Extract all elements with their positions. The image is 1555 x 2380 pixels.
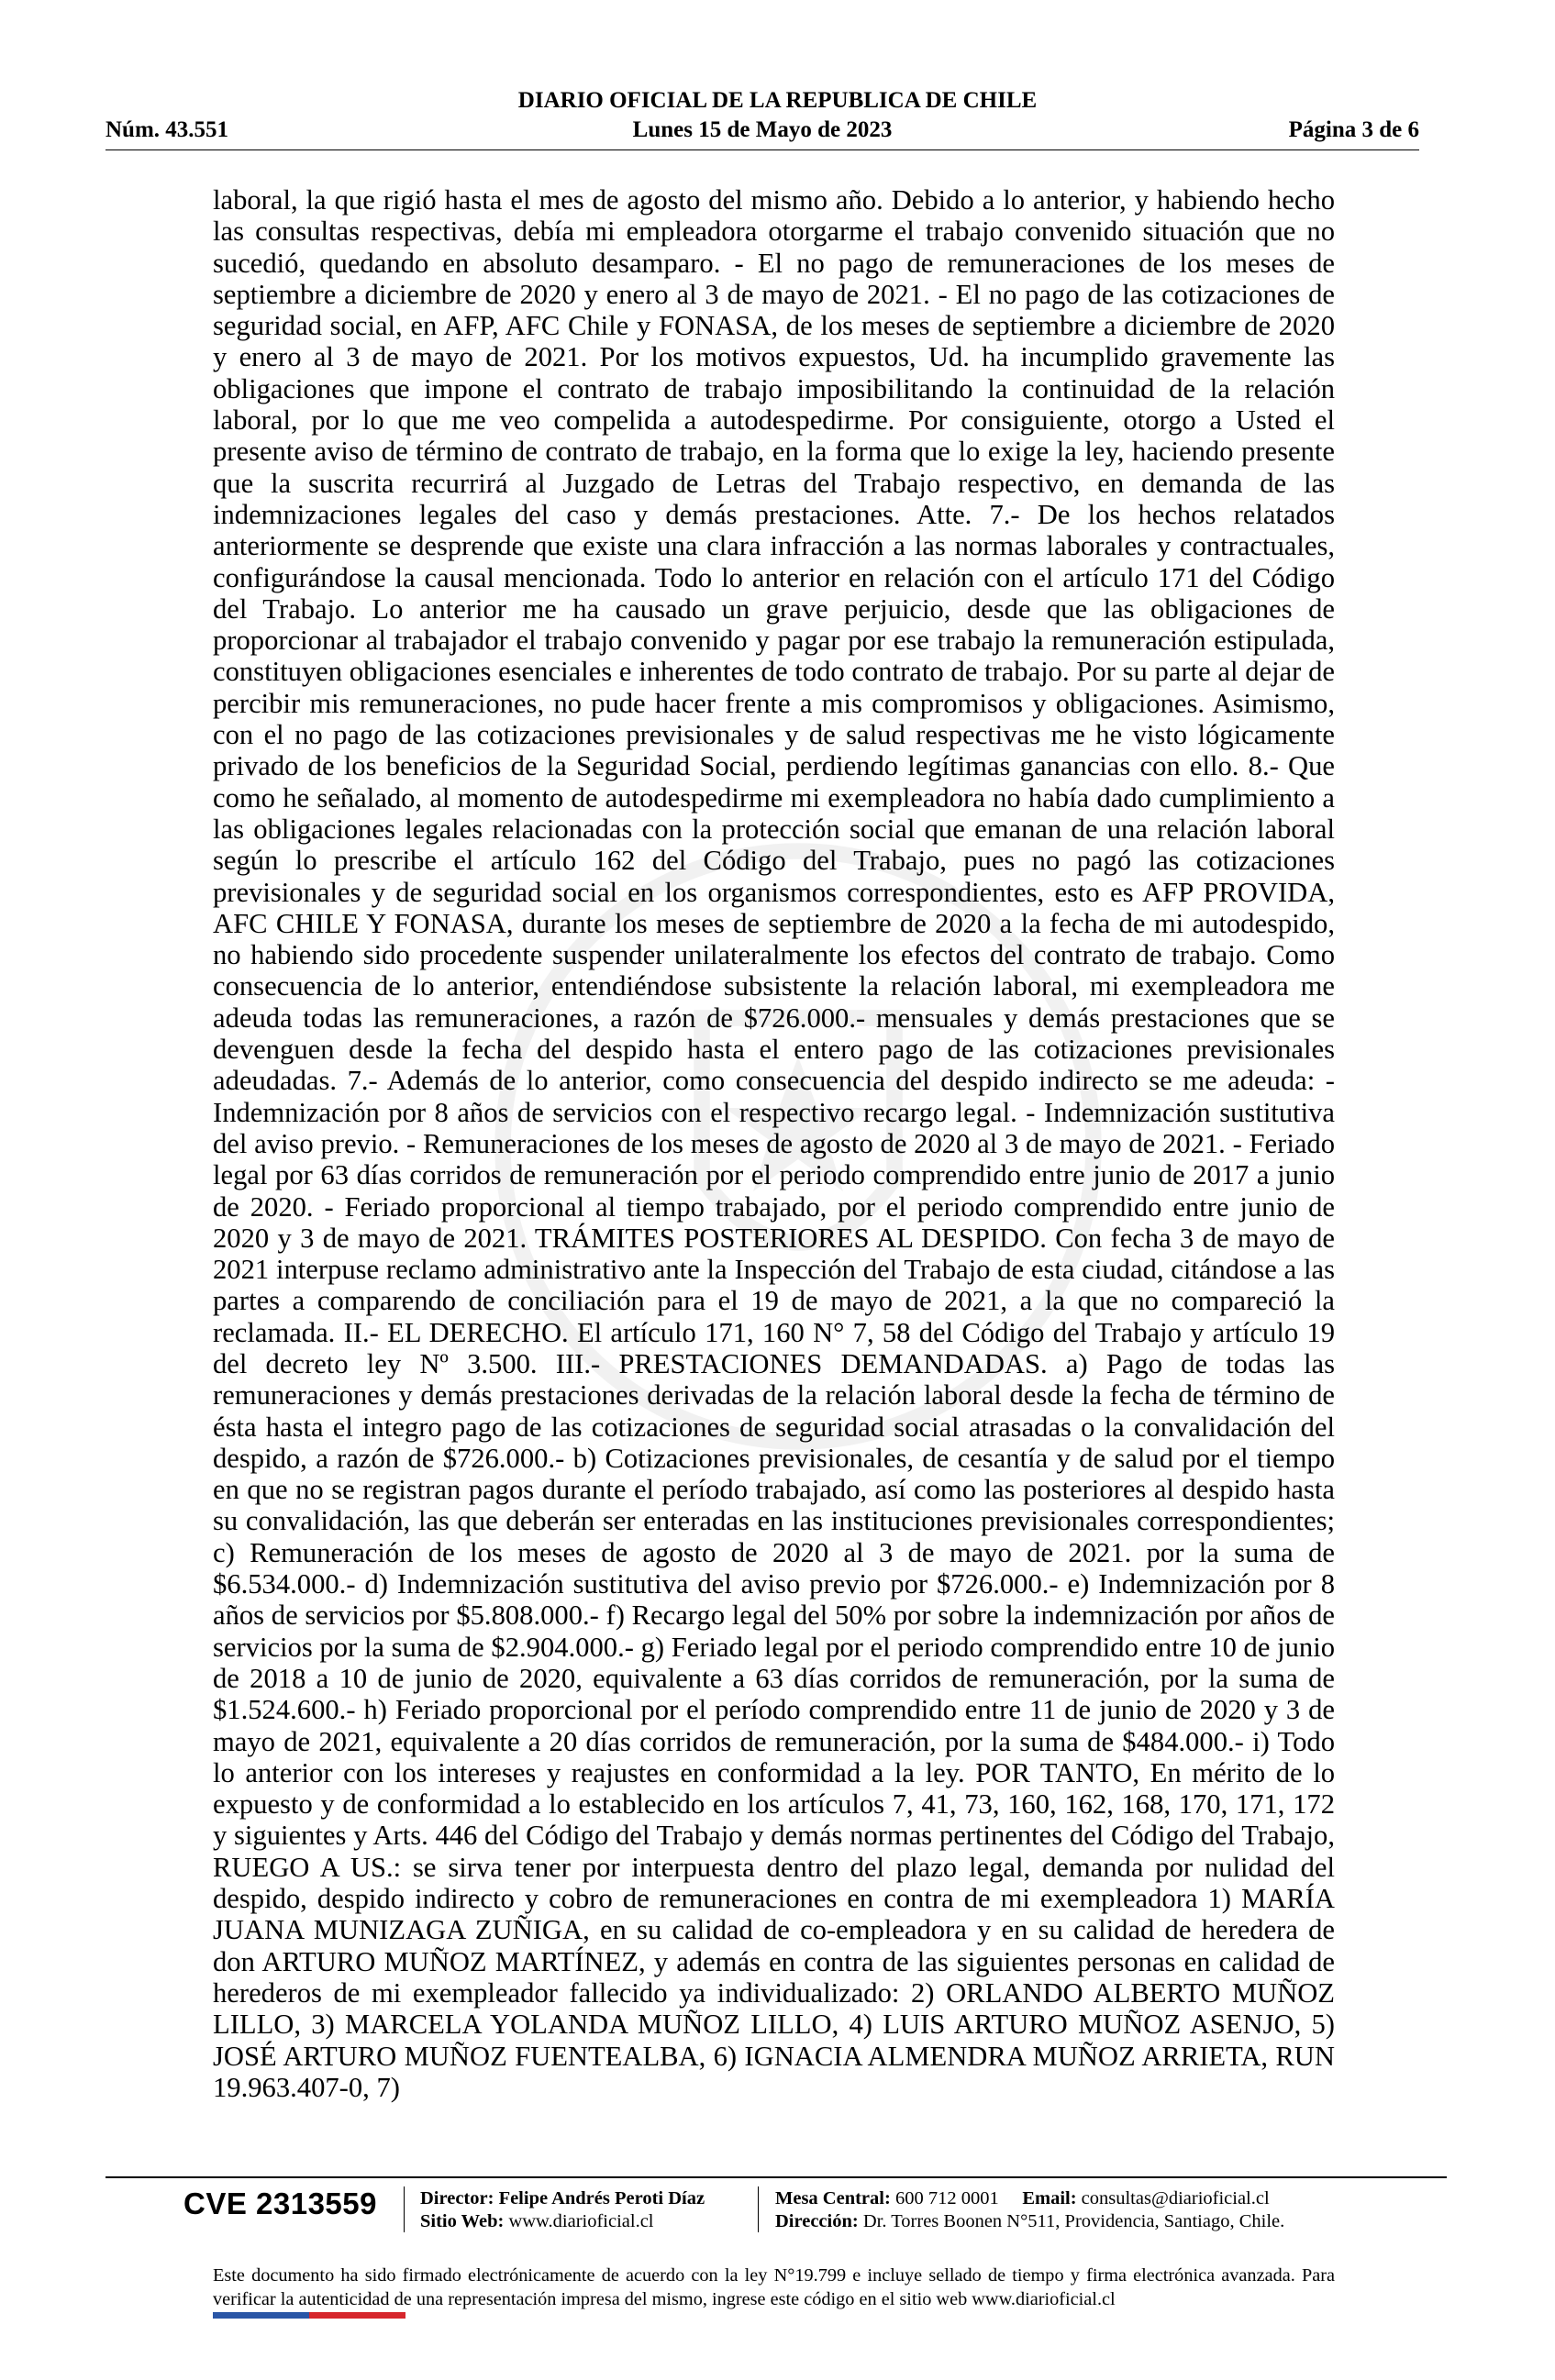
website-link[interactable]: www.diarioficial.cl	[508, 2211, 654, 2231]
website-label: Sitio Web:	[420, 2211, 505, 2231]
page-number: Página 3 de 6	[1288, 117, 1419, 142]
footer-director-block	[420, 2187, 705, 2233]
body-paragraph: laboral, la que rigió hasta el mes de agosto del mismo año. Debido a lo anterior, y habiendo hecho las consultas respectivas, debía mi empleadora otorgarme el trabajo convenido situación que no sucedió, quedando en absoluto desamparo. - El no pago de remuneraciones de los meses de septiembre a diciembre de 2020 y enero al 3 de mayo de 2021. - El no pago de las cotizaciones de seguridad social, en AFP, AFC Chile y FONASA, de los meses de septiembre a diciembre de 2020 y enero al 3 de mayo de 2021. Por los motivos expuestos, Ud. ha incumplido gravemente las obligaciones que impone el contrato de trabajo imposibilitando la continuidad de la relación laboral, por lo que me veo compelida a autodespedirme. Por consiguiente, otorgo a Usted el presente aviso de término de contrato de trabajo, en la forma que lo exige la ley, haciendo presente que la suscrita recurrirá al Juzgado de Letras del Trabajo respectivo, en demanda de las indemnizaciones legales del caso y demás prestaciones. Atte. 7.- De los hechos relatados anteriormente se desprende que existe una clara infracción a las normas laborales y contractuales, configurándose la causal mencionada. Todo lo anterior en relación con el artículo 171 del Código del Trabajo. Lo anterior me ha causado un grave perjuicio, desde que las obligaciones de proporcionar al trabajador el trabajo convenido y pagar por ese trabajo la remuneración estipulada, constituyen obligaciones esenciales e inherentes de todo contrato de trabajo. Por su parte al dejar de percibir mis remuneraciones, no pude hacer frente a mis compromisos y obligaciones. Asimismo, con el no pago de las cotizaciones previsionales y de salud respectivas me he visto lógicamente privado de los beneficios de la Seguridad Social, perdiendo legítimas ganancias con ello. 8.- Que como he señalado, al momento de autodespedirme mi exempleadora no había dado cumplimiento a las obligaciones legales relacionadas con la protección social que emanan de una relación laboral según lo prescribe el artículo 162 del Código del Trabajo, pues no pagó las cotizaciones previsionales y de seguridad social en los organismos correspondientes, esto es AFP PROVIDA, AFC CHILE Y FONASA, durante los meses de septiembre de 2020 a la fecha de mi autodespido, no habiendo sido procedente suspender unilateralmente los efectos del contrato de trabajo. Como consecuencia de lo anterior, entendiéndose subsistente la relación laboral, mi exempleadora me adeuda todas las remuneraciones, a razón de $726.000.- mensuales y demás prestaciones que se devenguen desde la fecha del despido hasta el entero pago de las cotizaciones previsionales adeudadas. 7.- Además de lo anterior, como consecuencia del despido indirecto se me adeuda: - Indemnización por 8 años de servicios con el respectivo recargo legal. - Indemnización sustitutiva del aviso previo. - Remuneraciones de los meses de agosto de 2020 al 3 de mayo de 2021. - Feriado legal por 63 días corridos de remuneración por el periodo comprendido entre junio de 2017 a junio de 2020. - Feriado proporcional al tiempo trabajado, por el periodo comprendido entre junio de 2020 y 3 de mayo de 2021. TRÁMITES POSTERIORES AL DESPIDO. Con fecha 3 de mayo de 2021 interpuse reclamo administrativo ante la Inspección del Trabajo de esta ciudad, citándose a las partes a comparendo de conciliación para el 19 de mayo de 2021, a la que no compareció la reclamada. II.- EL DERECHO. El artículo 171, 160 N° 7, 58 del Código del Trabajo y artículo 19 del decreto ley Nº 3.500. III.- PRESTACIONES DEMANDADAS. a) Pago de todas las remuneraciones y demás prestaciones derivadas de la relación laboral desde la fecha de término de ésta hasta el integro pago de las cotizaciones de seguridad social atrasadas o la convalidación del despido, a razón de $726.000.- b) Cotizaciones previsionales, de cesantía y de salud por el tiempo en que no se registran pagos durante el período trabajado, así como las posteriores al despido hasta su convalidación, las que deberán ser enteradas en las instituciones previsionales correspondientes; c) Remuneración de los meses de agosto de 2020 al 3 de mayo de 2021. por la suma de $6.534.000.- d) Indemnización sustitutiva del aviso previo por $726.000.- e) Indemnización por 8 años de servicios por $5.808.000.- f) Recargo legal del 50% por sobre la indemnización por años de servicios por la suma de $2.904.000.- g) Feriado legal por el periodo comprendido entre 10 de junio de 2018 a 10 de junio de 2020, equivalente a 63 días corridos de remuneración, por la suma de $1.524.600.- h) Feriado proporcional por el período comprendido entre 11 de junio de 2020 y 3 de mayo de 2021, equivalente a 20 días corridos de remuneración, por la suma de $484.000.- i) Todo lo anterior con los intereses y reajustes en conformidad a la ley. POR TANTO, En mérito de lo expuesto y de conformidad a lo establecido en los artículos 7, 41, 73, 160, 162, 168, 170, 171, 172 y siguientes y Arts. 446 del Código del Trabajo y demás normas pertinentes del Código del Trabajo, RUEGO A US.: se sirva tener por interpuesta dentro del plazo legal, demanda por nulidad del despido, despido indirecto y cobro de remuneraciones en contra de mi exempleadora 1) MARÍA JUANA MUNIZAGA ZUÑIGA, en su calidad de co-empleadora y en su calidad de heredera de don ARTURO MUÑOZ MARTÍNEZ, y además en contra de las siguientes personas en calidad de herederos de mi exempleador fallecido ya individualizado: 2) ORLANDO ALBERTO MUÑOZ LILLO, 3) MARCELA YOLANDA MUÑOZ LILLO, 4) LUIS ARTURO MUÑOZ ASENJO, 5) JOSÉ ARTURO MUÑOZ FUENTEALBA, 6) IGNACIA ALMENDRA MUÑOZ ARRIETA, RUN 19.963.407-0, 7)	[213, 184, 1335, 2103]
phone-number: 600 712 0001	[894, 2188, 999, 2208]
address-text: Dr. Torres Boonen N°511, Providencia, Santiago, Chile.	[862, 2211, 1285, 2231]
flag-red-stripe	[309, 2312, 405, 2319]
issue-date: Lunes 15 de Mayo de 2023	[632, 117, 893, 142]
director-name: Felipe Andrés Peroti Díaz	[498, 2188, 705, 2208]
footer-contact-block	[775, 2187, 1284, 2233]
footer-separator	[758, 2186, 759, 2232]
header-row	[106, 117, 1419, 145]
footer-separator	[404, 2186, 405, 2232]
flag-blue-stripe	[213, 2312, 309, 2319]
publication-title: DIARIO OFICIAL DE LA REPUBLICA DE CHILE	[517, 88, 1038, 113]
issue-number: Núm. 43.551	[106, 117, 229, 142]
email-link[interactable]: consultas@diarioficial.cl	[1081, 2188, 1270, 2208]
phone-label: Mesa Central:	[775, 2188, 891, 2208]
footer-divider	[106, 2176, 1447, 2178]
header-divider	[106, 149, 1419, 150]
director-label: Director:	[420, 2188, 494, 2208]
flag-stripe	[213, 2312, 405, 2319]
legal-notice: Este documento ha sido firmado electrónicamente de acuerdo con la ley N°19.799 e incluye sellado de tiempo y firma electrónica avanzada. Para verificar la autenticidad de una representación impresa del mismo, ingrese este código en el sitio web www.diarioficial.cl	[213, 2265, 1335, 2309]
cve-code: CVE 2313559	[183, 2186, 377, 2220]
address-label: Dirección:	[775, 2211, 859, 2231]
email-label: Email:	[1022, 2188, 1077, 2208]
